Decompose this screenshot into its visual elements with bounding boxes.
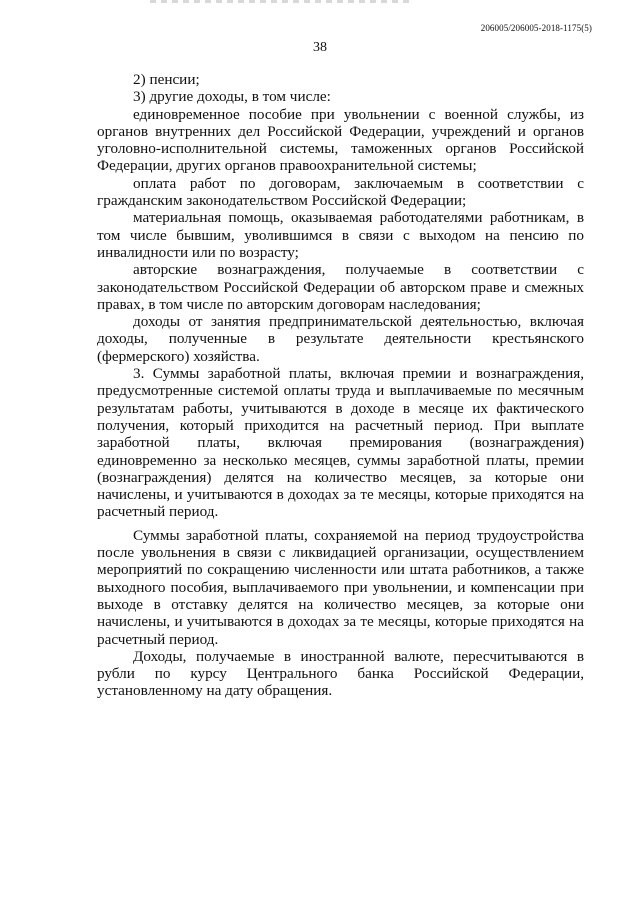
paragraph-lump-sum-benefit: единовременное пособие при увольнении с военной службы, из органов внутренних дел Российской Федерации, учреждений и органов уголовно-исполнительной системы, таможенных органов Российской Федерации, других органов правоохранительной системы; xyxy=(97,105,584,175)
paragraph-section-3: 3. Суммы заработной платы, включая премии и вознаграждения, предусмотренные системой оплаты труда и выплачиваемые по месячным результатам работы, учитываются в доходе в месяце их фактического получения, который приходится на расчетный период. При выплате заработной платы, включая премирования (вознаграждения) единовременно за несколько месяцев, суммы заработной платы, премии (вознаграждения) делятся на количество месяцев, за которые они начислены, и учитываются в доходах за те месяцы, которые приходятся на расчетный период. xyxy=(97,365,584,521)
document-id: 206005/206005-2018-1175(5) xyxy=(480,23,592,33)
paragraph-pensions: 2) пенсии; xyxy=(133,71,200,88)
document-body xyxy=(97,71,584,700)
scan-artifact xyxy=(150,0,410,3)
paragraph-severance: Суммы заработной платы, сохраняемой на период трудоустройства после увольнения в связи с ликвидацией организации, осуществлением мероприятий по сокращению численности или штата работников, а также выходного пособия, выплачиваемого при увольнении, и компенсации при выходе в отставку делятся на количество месяцев, за которые они начислены, и учитываются в доходах за те месяцы, которые приходятся на расчетный период. xyxy=(97,526,584,648)
paragraph-material-aid: материальная помощь, оказываемая работодателями работникам, в том числе бывшим, уволившимся в связи с выходом на пенсию по инвалидности или по возрасту; xyxy=(97,209,584,261)
paragraph-author-fees: авторские вознаграждения, получаемые в соответствии с законодательством Российской Федерации об авторском праве и смежных правах, в том числе по авторским договорам наследования; xyxy=(97,261,584,313)
paragraph-other-income: 3) другие доходы, в том числе: xyxy=(133,88,331,106)
paragraph-business-income: доходы от занятия предпринимательской деятельностью, включая доходы, полученные в результате деятельности крестьянского (фермерского) хозяйства. xyxy=(97,313,584,365)
paragraph-foreign-currency: Доходы, получаемые в иностранной валюте, пересчитываются в рубли по курсу Центрального банка Российской Федерации, установленному на дату обращения. xyxy=(97,647,584,700)
paragraph-contract-payment: оплата работ по договорам, заключаемым в соответствии с гражданским законодательством Российской Федерации; xyxy=(97,174,584,210)
page-number: 38 xyxy=(313,40,327,55)
